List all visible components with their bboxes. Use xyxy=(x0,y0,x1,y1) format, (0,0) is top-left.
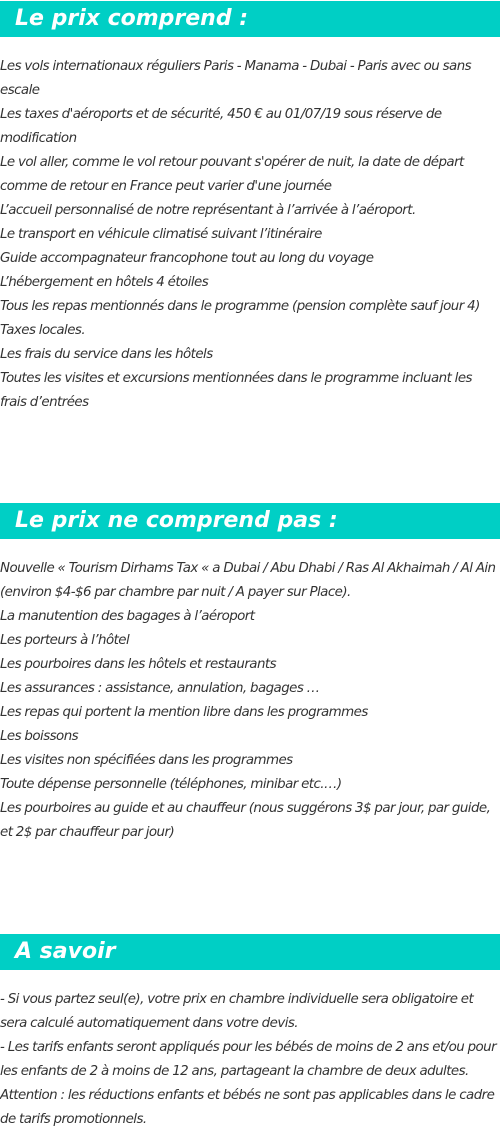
section-heading: A savoir xyxy=(0,934,500,970)
included-list xyxy=(0,55,500,415)
list-item: Toutes les visites et excursions mentionnées dans le programme incluant les frais d’entrées xyxy=(0,371,472,410)
list-item: Les visites non spécifiées dans les programmes xyxy=(0,753,293,768)
section-price-excludes xyxy=(0,503,500,845)
section-price-includes xyxy=(0,1,500,415)
list-item: Nouvelle « Tourism Dirhams Tax « a Dubai / Abu Dhabi / Ras Al Akhaimah / Al Ain (environ $4-$6 par chambre par nuit / A payer sur Place). xyxy=(0,561,496,600)
list-item: Guide accompagnateur francophone tout au long du voyage xyxy=(0,251,374,266)
list-item: Les pourboires au guide et au chauffeur (nous suggérons 3$ par jour, par guide, et 2$ par chauffeur par jour) xyxy=(0,801,491,840)
excluded-list xyxy=(0,557,500,845)
list-item: Les boissons xyxy=(0,729,79,744)
section-heading: Le prix ne comprend pas : xyxy=(0,503,500,539)
list-item: L’accueil personnalisé de notre représentant à l’arrivée à l’aéroport. xyxy=(0,203,416,218)
list-item: - Les tarifs enfants seront appliqués pour les bébés de moins de 2 ans et/ou pour les enfants de 2 à moins de 12 ans, partageant la chambre de deux adultes. xyxy=(0,1040,497,1079)
list-item: Les porteurs à l’hôtel xyxy=(0,633,130,648)
list-item: - Si vous partez seul(e), votre prix en chambre individuelle sera obligatoire et sera calculé automatiquement dans votre devis. xyxy=(0,992,474,1031)
list-item: Attention : les réductions enfants et bébés ne sont pas applicables dans le cadre de tarifs promotionnels. xyxy=(0,1088,495,1127)
list-item: Les assurances : assistance, annulation, bagages … xyxy=(0,681,320,696)
section-heading: Le prix comprend : xyxy=(0,1,500,37)
list-item: Toute dépense personnelle (téléphones, minibar etc.…) xyxy=(0,777,342,792)
list-item: Les vols internationaux réguliers Paris - Manama - Dubai - Paris avec ou sans escale xyxy=(0,59,472,98)
list-item: La manutention des bagages à l’aéroport xyxy=(0,609,255,624)
list-item: Taxes locales. xyxy=(0,323,86,338)
section-good-to-know xyxy=(0,934,500,1132)
list-item: Les taxes d'aéroports et de sécurité, 450 € au 01/07/19 sous réserve de modification xyxy=(0,107,442,146)
list-item: Tous les repas mentionnés dans le programme (pension complète sauf jour 4) xyxy=(0,299,480,314)
list-item: Le vol aller, comme le vol retour pouvant s'opérer de nuit, la date de départ comme de retour en France peut varier d'une journée xyxy=(0,155,464,194)
list-item: Le transport en véhicule climatisé suivant l’itinéraire xyxy=(0,227,322,242)
list-item: L’hébergement en hôtels 4 étoiles xyxy=(0,275,209,290)
list-item: Les repas qui portent la mention libre dans les programmes xyxy=(0,705,368,720)
list-item: Les pourboires dans les hôtels et restaurants xyxy=(0,657,277,672)
info-list xyxy=(0,988,500,1132)
list-item: Les frais du service dans les hôtels xyxy=(0,347,213,362)
